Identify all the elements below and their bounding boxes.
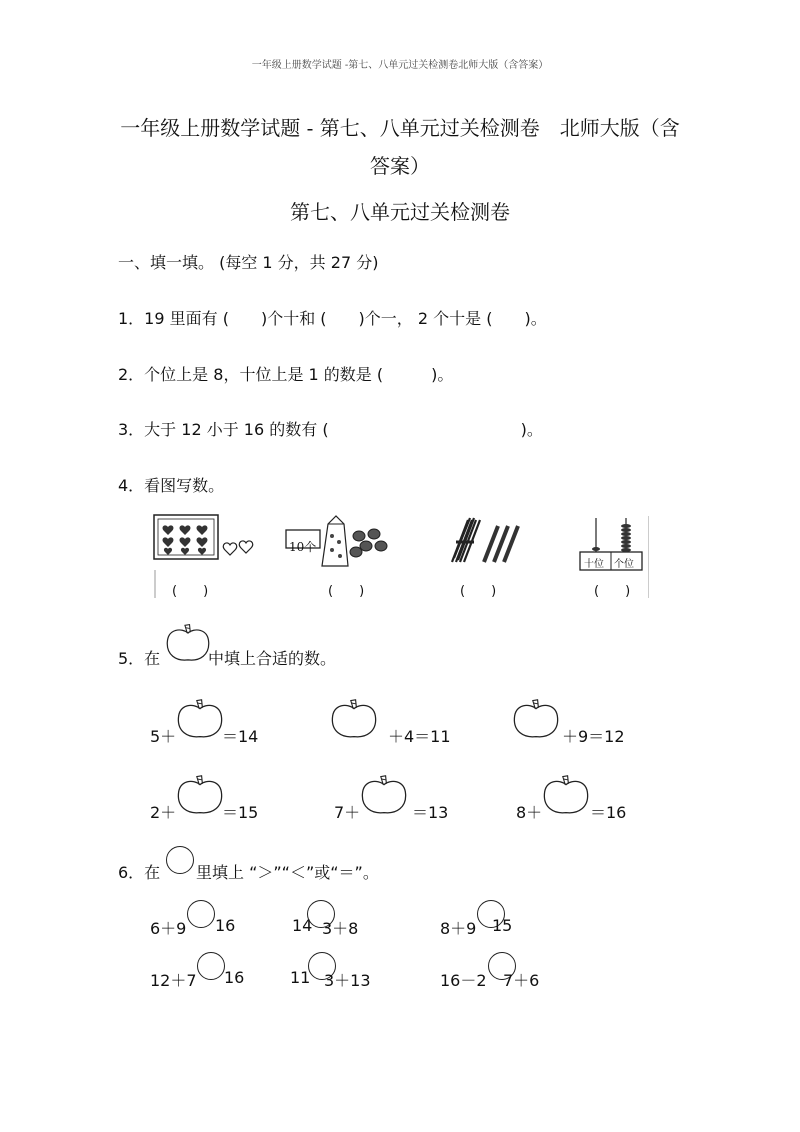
q6-item-1-left: 6＋9	[150, 919, 187, 938]
apple-icon[interactable]	[360, 772, 408, 818]
apple-icon	[165, 622, 211, 664]
apple-icon[interactable]	[542, 772, 590, 818]
q5-item-4-left: 2＋	[150, 803, 177, 822]
bag-label: 10个	[289, 540, 317, 554]
page-subtitle: 第七、八单元过关检测卷	[290, 200, 510, 224]
picture-1-answer: ( )	[172, 584, 209, 599]
q6-item-2-right: 3＋8	[322, 919, 359, 938]
question-2: 2．个位上是 8，十位上是 1 的数是 ( )。	[118, 365, 454, 384]
picture-sticks	[446, 516, 526, 570]
question-3: 3．大于 12 小于 16 的数有 ( )。	[118, 420, 543, 439]
abacus-ones-label: 个位	[614, 559, 634, 570]
sticks-icon	[446, 516, 526, 566]
apple-icon[interactable]	[512, 696, 560, 742]
question-6-prefix: 6．在	[118, 863, 161, 882]
question-5-suffix: 中填上合适的数。	[208, 649, 337, 668]
q5-item-1-left: 5＋	[150, 727, 177, 746]
apple-icon[interactable]	[176, 772, 224, 818]
q6-item-1-right: 16	[215, 916, 236, 935]
apple-icon[interactable]	[330, 696, 378, 742]
q5-item-2-right: ＋4＝11	[388, 727, 451, 746]
q5-item-1-right: ＝14	[222, 727, 259, 746]
q6-item-4-left: 12＋7	[150, 971, 197, 990]
hearts-icon	[152, 513, 262, 563]
q5-item-4-right: ＝15	[222, 803, 259, 822]
page-title-line1: 一年级上册数学试题 - 第七、八单元过关检测卷 北师大版（含	[120, 116, 680, 140]
q6-item-4-right: 16	[224, 968, 245, 987]
q6-item-6-right: 7＋6	[503, 971, 540, 990]
picture-4-answer: ( )	[594, 584, 631, 599]
question-5-prefix: 5．在	[118, 649, 161, 668]
q6-item-6-left: 16－2	[440, 971, 487, 990]
q6-item-5-right: 3＋13	[324, 971, 371, 990]
compare-circle[interactable]	[187, 900, 215, 928]
q5-item-6-left: 8＋	[516, 803, 543, 822]
q5-item-5-left: 7＋	[334, 803, 361, 822]
page-title-line2: 答案）	[370, 154, 430, 178]
abacus-tens-label: 十位	[584, 559, 604, 570]
question-4: 4．看图写数。	[118, 476, 225, 495]
circle-icon	[166, 846, 194, 874]
picture-3-answer: ( )	[460, 584, 497, 599]
page-header: 一年级上册数学试题 -第七、八单元过关检测卷北师大版（含答案）	[251, 60, 549, 71]
q6-item-2-left: 14	[292, 916, 313, 935]
section-1-heading: 一、填一填。 (每空 1 分，共 27 分)	[118, 253, 379, 272]
compare-circle[interactable]	[197, 952, 225, 980]
q5-item-6-right: ＝16	[590, 803, 627, 822]
q6-item-5-left: 11	[290, 968, 311, 987]
q6-item-3-right: 15	[492, 916, 513, 935]
question-1: 1．19 里面有 ( )个十和 ( )个一， 2 个十是 ( )。	[118, 309, 547, 328]
picture-hearts	[152, 513, 262, 567]
apple-icon[interactable]	[176, 696, 224, 742]
picture-2-answer: ( )	[328, 584, 365, 599]
q5-item-5-right: ＝13	[412, 803, 449, 822]
q5-item-3-right: ＋9＝12	[562, 727, 625, 746]
question-6-suffix: 里填上 “＞”“＜”或“＝”。	[196, 863, 379, 882]
q6-item-3-left: 8＋9	[440, 919, 477, 938]
